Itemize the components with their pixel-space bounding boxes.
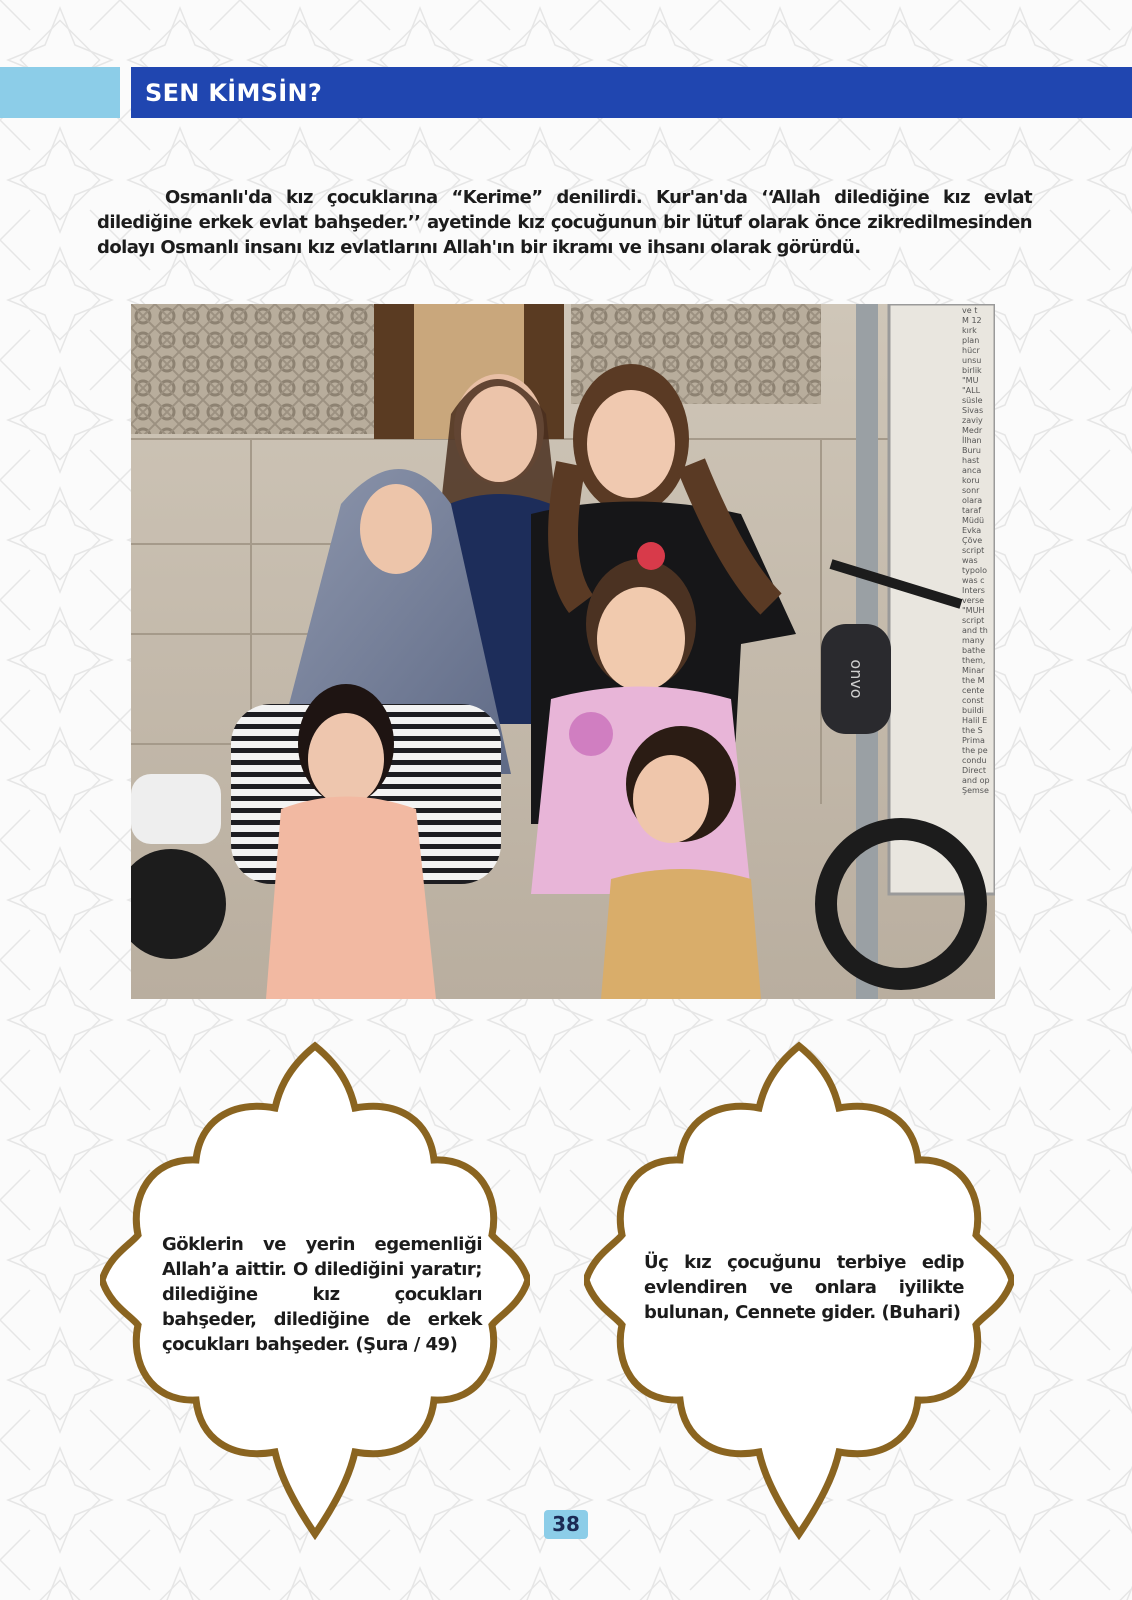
sign-line: the S (962, 726, 983, 735)
sign-line: Medr (962, 426, 983, 435)
header-bar (131, 67, 1132, 118)
header-accent-block (0, 67, 120, 118)
sign-line: Sivas (962, 406, 984, 415)
sign-line: "ALL (962, 386, 981, 395)
sign-line: typolo (962, 566, 987, 575)
sign-line: Minar (962, 666, 985, 675)
sign-line: İlhan (962, 436, 982, 445)
sign-line: the M (962, 676, 985, 685)
sign-line: süsle (962, 396, 983, 405)
sign-line: Müdü (962, 516, 985, 525)
quran-verse-frame (100, 1040, 530, 1540)
sign-line: many (962, 636, 985, 645)
svg-text:onvo: onvo (847, 659, 866, 699)
sign-line: ve t (962, 306, 978, 315)
sign-line: Çöve (962, 536, 983, 545)
sign-line: script (962, 546, 985, 555)
sign-line: kırk (962, 326, 977, 335)
sign-line: plan (962, 336, 980, 345)
family-photo (131, 304, 995, 999)
sign-line: and op (962, 776, 990, 785)
sign-line: koru (962, 476, 980, 485)
sign-line: Halil E (962, 716, 988, 725)
sign-line: Inters (962, 586, 985, 595)
sign-line: Evka (962, 526, 982, 535)
sign-line: unsu (962, 356, 982, 365)
page-number: 38 (544, 1510, 588, 1539)
sign-line: them, (962, 656, 986, 665)
sign-line: and th (962, 626, 988, 635)
sign-line: "MUH (962, 606, 985, 615)
sign-line: script (962, 616, 985, 625)
sign-line: buildi (962, 706, 984, 715)
sign-line: condu (962, 756, 987, 765)
sign-line: cente (962, 686, 985, 695)
sign-line: hücr (962, 346, 980, 355)
sign-line: const (962, 696, 984, 705)
sign-line: anca (962, 466, 982, 475)
sign-line: the pe (962, 746, 988, 755)
verse-text: Göklerin ve yerin egemenliği Allah’a aittir. O dilediğini yaratır; dilediğine kız çocukları bahşeder, dilediğine de erkek çocukları bahşeder. (Şura / 49) (162, 1234, 482, 1355)
sign-line: Şemse (962, 786, 989, 795)
sign-line: zaviy (962, 416, 983, 425)
sign-line: verse (962, 596, 985, 605)
hadith-frame (584, 1040, 1014, 1540)
sign-line: bathe (962, 646, 986, 655)
intro-paragraph: Osmanlı'da kız çocuklarına “Kerime” denilirdi. Kur'an'da ‘‘Allah dilediğine kız evlat dilediğine erkek evlat bahşeder.’’ ayetinde kız çocuğunun bir lütuf olarak önce zikredilmesinden dolayı Osmanlı insanı kız evlatlarını Allah'ın bir ikramı ve ihsanı olarak görürdü. (97, 187, 1032, 258)
museum-sign (962, 306, 992, 846)
sign-line: birlik (962, 366, 982, 375)
sign-line: Buru (962, 446, 981, 455)
sign-line: taraf (962, 506, 982, 515)
sign-line: hast (962, 456, 980, 465)
sign-line: M 12 (962, 316, 982, 325)
sign-line: "MU (962, 376, 979, 385)
hadith-text: Üç kız çocuğunu terbiye edip evlendiren ve onlara iyilikte bulunan, Cennete gider. (Buhari) (644, 1252, 964, 1323)
sign-line: was c (962, 576, 985, 585)
sign-line: Direct (962, 766, 986, 775)
sign-line: Prima (962, 736, 985, 745)
sign-line: olara (962, 496, 983, 505)
page-title: SEN KİMSİN? (145, 78, 323, 107)
sign-line: was (962, 556, 978, 565)
sign-line: sonr (962, 486, 980, 495)
